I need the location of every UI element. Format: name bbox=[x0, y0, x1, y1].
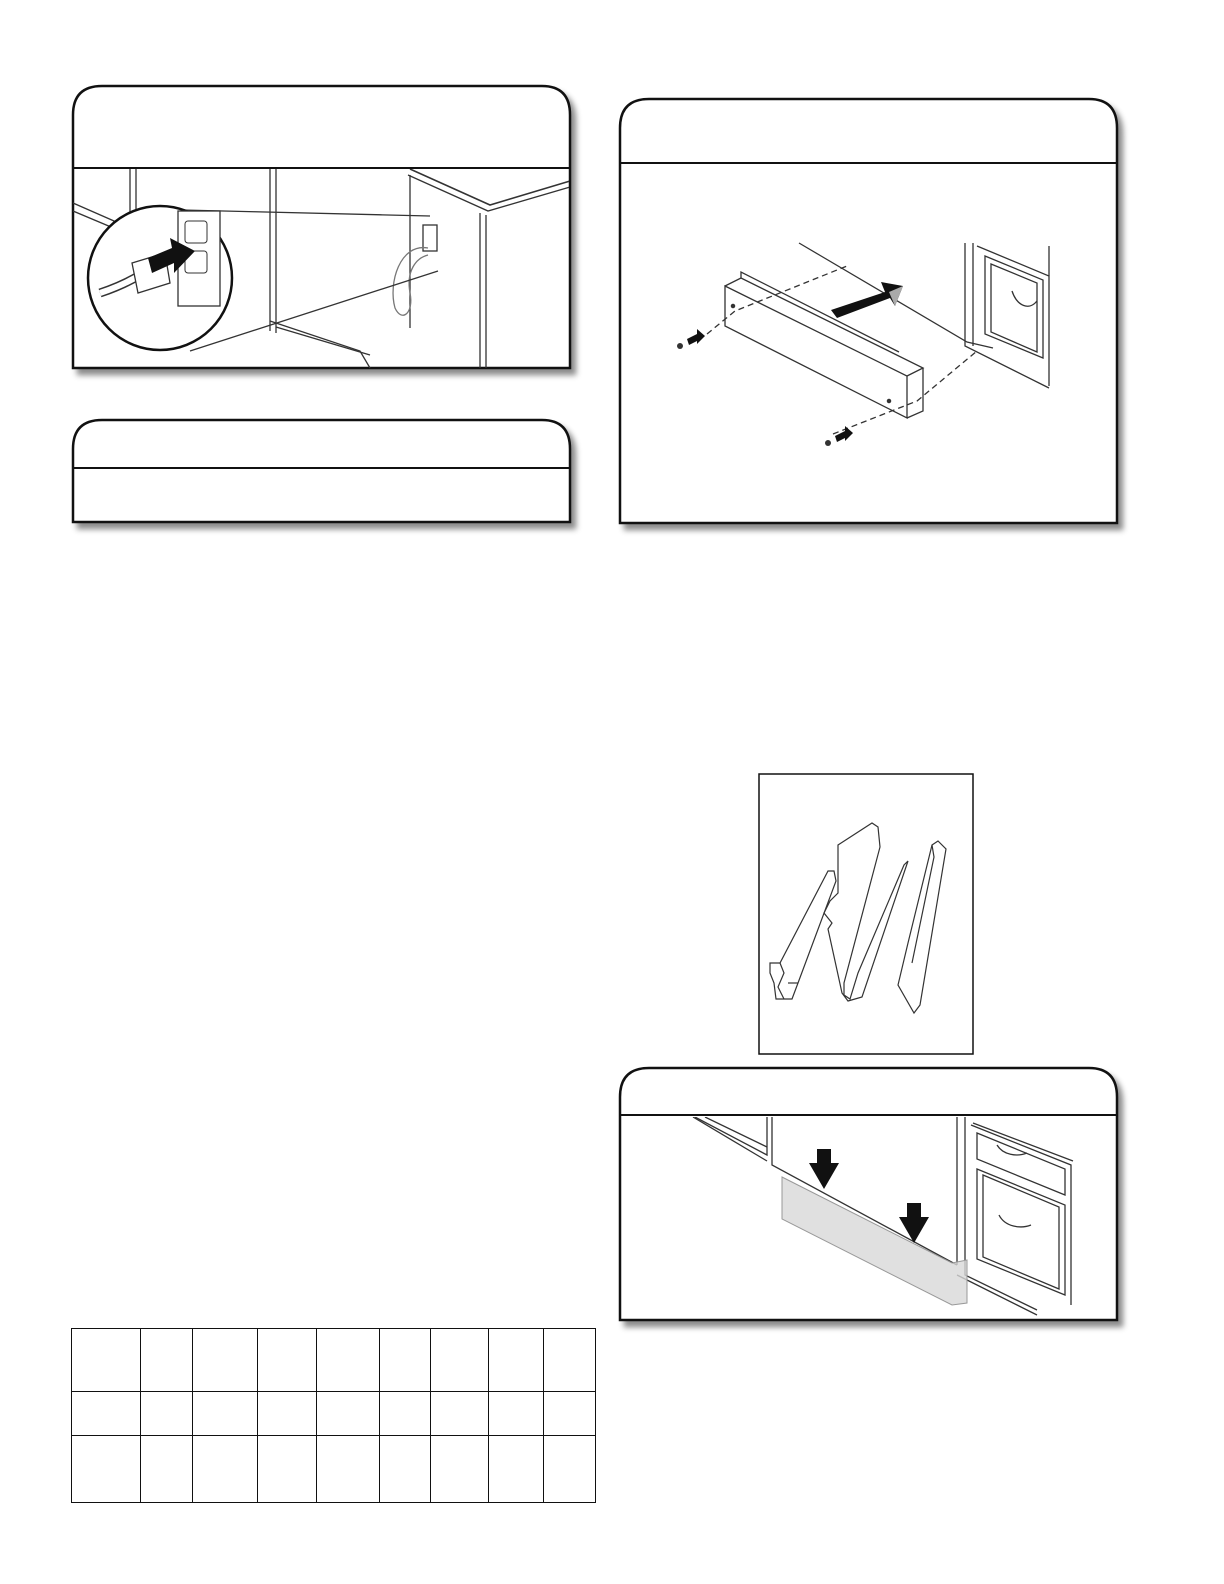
table-cell bbox=[258, 1392, 317, 1436]
magnified-plug-detail bbox=[88, 206, 232, 350]
table-cell bbox=[193, 1436, 258, 1503]
panel-attach-toe-kick bbox=[617, 96, 1121, 526]
table-cell bbox=[544, 1436, 596, 1503]
table-cell bbox=[72, 1329, 141, 1392]
table-cell bbox=[141, 1436, 193, 1503]
table-cell bbox=[72, 1392, 141, 1436]
toe-kick-parts-figure bbox=[758, 773, 974, 1055]
table-cell bbox=[489, 1392, 544, 1436]
table-cell bbox=[380, 1436, 431, 1503]
table-cell bbox=[193, 1329, 258, 1392]
table-cell bbox=[544, 1392, 596, 1436]
table-cell bbox=[193, 1392, 258, 1436]
table-cell bbox=[258, 1436, 317, 1503]
table-cell bbox=[431, 1392, 489, 1436]
table-row bbox=[72, 1329, 596, 1392]
table-cell bbox=[141, 1329, 193, 1392]
table-cell bbox=[141, 1392, 193, 1436]
table-cell bbox=[317, 1436, 380, 1503]
table-cell bbox=[317, 1392, 380, 1436]
table-cell bbox=[544, 1329, 596, 1392]
table-cell bbox=[431, 1436, 489, 1503]
table-cell bbox=[380, 1329, 431, 1392]
specs-table bbox=[71, 1328, 596, 1503]
table-cell bbox=[431, 1329, 489, 1392]
table-cell bbox=[489, 1329, 544, 1392]
table-row bbox=[72, 1392, 596, 1436]
panel-install-toe-kick bbox=[617, 1065, 1121, 1323]
panel-text-only bbox=[70, 417, 574, 525]
panel-plug-in bbox=[70, 83, 574, 373]
table-cell bbox=[72, 1436, 141, 1503]
table-cell bbox=[317, 1329, 380, 1392]
table-cell bbox=[380, 1392, 431, 1436]
table-cell bbox=[489, 1436, 544, 1503]
table-row bbox=[72, 1436, 596, 1503]
table-cell bbox=[258, 1329, 317, 1392]
